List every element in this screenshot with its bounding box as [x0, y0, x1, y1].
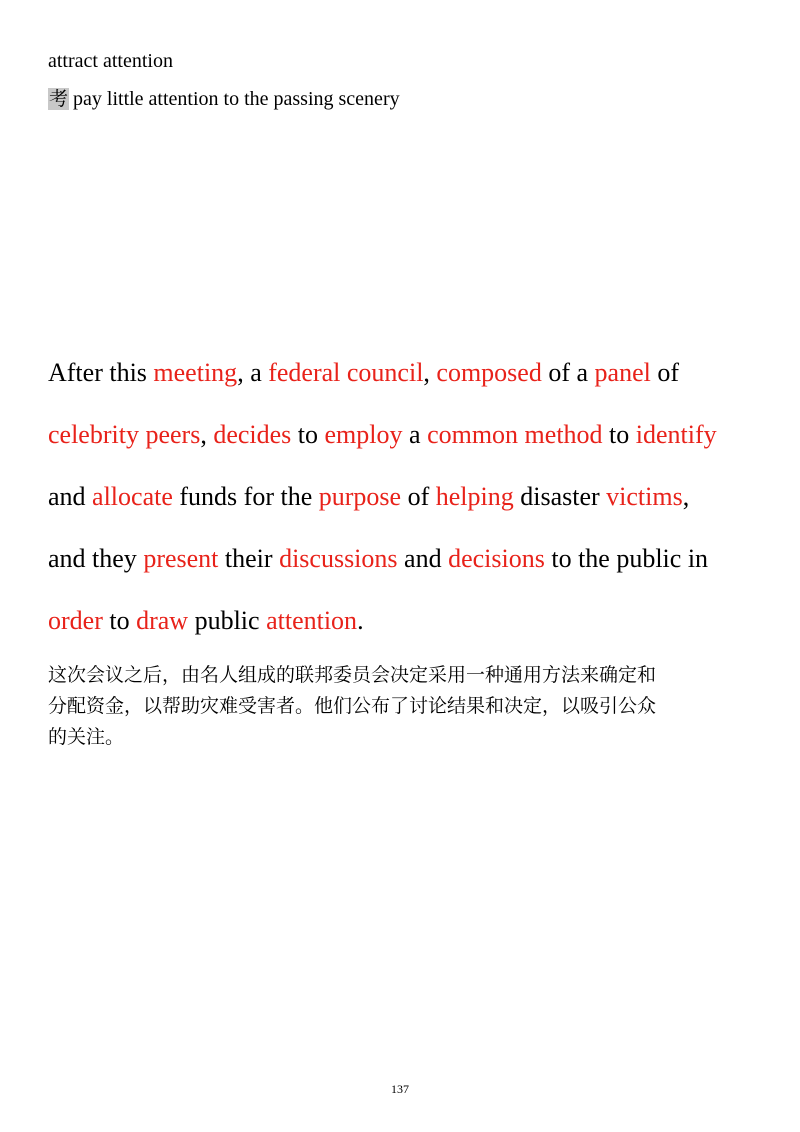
english-line [48, 342, 763, 404]
sentence-text: to [602, 420, 636, 449]
keyword: decides [213, 420, 292, 449]
sentence-text: , [682, 482, 690, 511]
keyword: federal council [268, 358, 424, 387]
sentence-text: , [423, 358, 437, 387]
keyword: common method [427, 420, 603, 449]
keyword: decisions [448, 544, 545, 573]
phrase-text: pay little attention to the passing scenery [73, 88, 400, 110]
sentence-text: to [291, 420, 325, 449]
sentence-text: After this [48, 358, 154, 387]
keyword: composed [436, 358, 542, 387]
sentence-text: to [102, 606, 137, 635]
keyword: purpose [318, 482, 402, 511]
keyword: discussions [279, 544, 398, 573]
keyword: employ [324, 420, 403, 449]
english-line [48, 404, 763, 466]
phrase-pay-little-attention [48, 86, 400, 112]
exam-mark-badge: 考 [49, 88, 69, 110]
sentence-text: . [357, 606, 364, 635]
sentence-text: their [218, 544, 280, 573]
sentence-text: , a [237, 358, 269, 387]
keyword: allocate [92, 482, 173, 511]
sentence-text: and [397, 544, 449, 573]
phrase-attract-attention [48, 48, 173, 74]
sentence-text: of [650, 358, 680, 387]
keyword: victims [606, 482, 683, 511]
sentence-text: a [402, 420, 428, 449]
keyword: helping [435, 482, 514, 511]
sentence-text: of [401, 482, 436, 511]
phrase-text: attract attention [48, 50, 173, 72]
keyword: attention [266, 606, 358, 635]
sentence-text: and [48, 482, 93, 511]
chinese-line: 这次会议之后，由名人组成的联邦委员会决定采用一种通用方法来确定和 [48, 664, 657, 686]
keyword: draw [136, 606, 189, 635]
sentence-text: disaster [513, 482, 607, 511]
sentence-text: public [188, 606, 267, 635]
sentence-text: of a [541, 358, 595, 387]
chinese-translation [48, 660, 748, 753]
english-line [48, 590, 763, 652]
keyword: present [143, 544, 219, 573]
keyword: panel [594, 358, 651, 387]
chinese-line: 分配资金，以帮助灾难受害者。他们公布了讨论结果和决定，以吸引公众 [48, 695, 657, 717]
sentence-text: to the public in [544, 544, 709, 573]
keyword: identify [635, 420, 717, 449]
english-sentence [48, 342, 763, 652]
keyword: meeting [153, 358, 238, 387]
sentence-text: and they [48, 544, 144, 573]
sentence-text: funds for the [172, 482, 319, 511]
sentence-text: , [200, 420, 214, 449]
chinese-line: 的关注。 [48, 726, 125, 748]
english-line [48, 528, 763, 590]
keyword: celebrity peers [48, 420, 201, 449]
page-number: 137 [391, 1082, 409, 1096]
english-line [48, 466, 763, 528]
keyword: order [48, 606, 103, 635]
